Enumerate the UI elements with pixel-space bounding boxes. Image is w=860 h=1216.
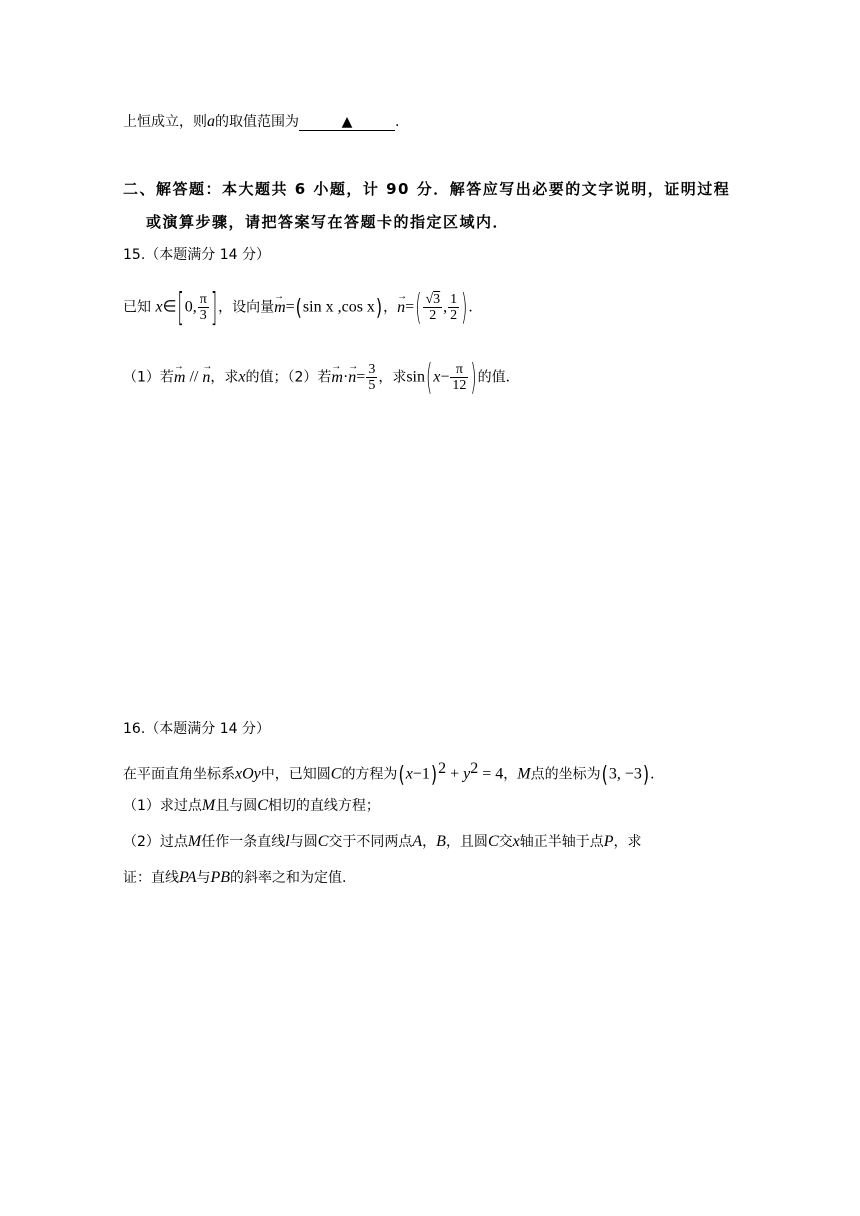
q16-line2: （1）求过点M且与圆C相切的直线方程； [123, 797, 380, 814]
section2-heading-line2: 或演算步骤，请把答案写在答题卡的指定区域内． [146, 213, 510, 231]
q15-set-vec: ，设向量 [218, 299, 275, 316]
frac-sqrt3-2: $\frac{√3}{2}$ [425, 292, 441, 323]
q16-line4: 证：直线PA与PB的斜率之和为定值. [123, 869, 347, 886]
q16-line3: （2）过点M任作一条直线l与圆C交于不同两点A，B，且圆C交x轴正半轴于点P，求 [123, 833, 642, 850]
equals: = [285, 298, 295, 316]
frac-3-5: $\frac{3}{5}$ [368, 362, 376, 393]
q14-end: . [395, 114, 400, 130]
q15-x: x [155, 298, 163, 316]
vector-m: → m [274, 295, 286, 321]
q15-interval-left: 0, [184, 298, 197, 316]
answer-blank [299, 114, 395, 131]
frac-1-2: $\frac{1}{2}$ [450, 292, 458, 323]
m-value: sin x ,cos x [302, 298, 375, 316]
q15-given-prefix: 已知 [123, 299, 151, 316]
parallel-symbol: // [185, 368, 203, 386]
q15-parts-line: （1）若→ m // → n，求x的值；（2）若→ m·→ n= $\frac{3}{5}$ ，求sin(x− $\frac{\pi}{12}$ )的值． [123, 362, 520, 393]
q15-in: ∈ [162, 298, 177, 316]
frac-pi-3: $\frac{\pi}{3}$ [199, 292, 207, 323]
q14-tail-line [123, 112, 399, 132]
part1-prefix: （1）若 [123, 369, 174, 386]
q16-header: 16.（本题满分 14 分） [123, 721, 270, 737]
frac-pi-12: $\frac{\pi}{12}$ [452, 362, 467, 393]
section2-heading-line1: 二、解答题：本大题共 6 小题，计 90 分．解答应写出必要的文字说明，证明过程 [123, 180, 731, 198]
q14-prefix: 上恒成立，则 [123, 114, 207, 130]
q15-given-line: 已知 x∈[0, $\frac{\pi}{3}$ ]，设向量→ m=(sin x ,cos x)，→ n=( $\frac{√3}{2}$ , $\frac{1}{2}$ )． [123, 292, 482, 323]
var-a: a [207, 113, 215, 130]
left-bracket: [ [177, 283, 184, 330]
triangle-icon: ▲ [341, 114, 353, 130]
vector-n: → n [397, 295, 405, 321]
q16-line1: 在平面直角坐标系xOy中，已知圆C的方程为$(x-1)^2 + y^2 = 4$，M点的坐标为(3, −3)． [123, 760, 665, 788]
right-bracket: ] [210, 283, 218, 330]
comma: ， [383, 299, 398, 316]
q14-middle: 的取值范围为 [215, 114, 299, 130]
q15-header: 15.（本题满分 14 分） [123, 247, 270, 263]
